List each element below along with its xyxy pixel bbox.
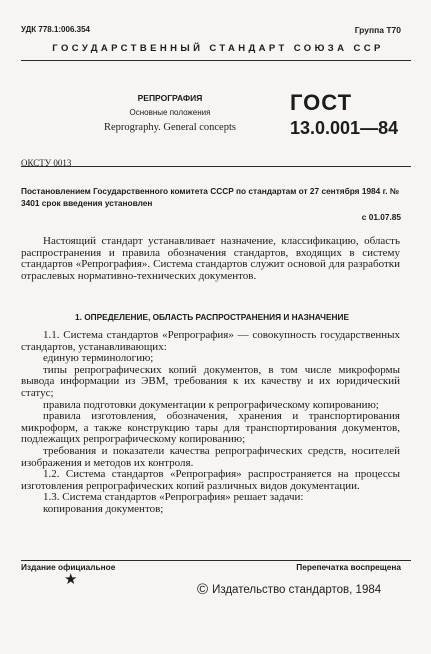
list-item: требования и показатели качества репрографических средств, носителей изображения и методов их контроля. xyxy=(21,444,400,469)
copyright-icon: © xyxy=(197,581,209,598)
gost-number: 13.0.001—84 xyxy=(290,118,399,138)
standard-bar: ГОСУДАРСТВЕННЫЙ СТАНДАРТ СОЮЗА ССР xyxy=(52,43,384,54)
publisher-line xyxy=(197,581,381,598)
clause-1-3: 1.3. Система стандартов «Репрография» решает задачи: xyxy=(43,491,304,504)
document-subtitle: Основные положения xyxy=(129,108,211,117)
clause-1-2: 1.2. Система стандартов «Репрография» распространяется на процессы изготовления репрографических копий различных видов документации. xyxy=(21,468,400,492)
title-rule xyxy=(21,166,411,167)
okstu-code: ОКСТУ 0013 xyxy=(21,158,72,168)
star-icon: ★ xyxy=(64,572,78,588)
section-title: 1. ОПРЕДЕЛЕНИЕ, ОБЛАСТЬ РАСПРОСТРАНЕНИЯ И НАЗНАЧЕНИЕ xyxy=(74,312,350,322)
list-item: правила изготовления, обозначения, хранения и транспортирования микроформ, а также конструкцию тары для транспортирования документов, подлежащих репрографическому копированию; xyxy=(21,410,400,446)
list-item: правила подготовки документации к репрографическому копированию; xyxy=(43,398,379,411)
footer-rule xyxy=(21,560,411,561)
section-body xyxy=(21,330,400,516)
list-item: типы репрографических копий документов, в том числе микроформы вывода информации из ЭВМ, требования к их качеству и их юридический статус; xyxy=(21,363,400,399)
reprint-prohibited-label: Перепечатка воспрещена xyxy=(296,562,401,572)
list-item: копирования документов; xyxy=(43,502,164,515)
publisher-text: Издательство стандартов, 1984 xyxy=(212,584,382,596)
decree-text: Постановлением Государственного комитета СССР по стандартам от 27 сентября 1984 г. № 3401 срок введения установлен xyxy=(21,186,400,208)
gost-label: ГОСТ xyxy=(290,90,353,115)
group-code: Группа Т70 xyxy=(354,25,401,35)
document-title: РЕПРОГРАФИЯ xyxy=(137,93,203,103)
list-item: единую терминологию; xyxy=(43,352,154,365)
clause-1-1: 1.1. Система стандартов «Репрография» — совокупность государственных стандартов, устанавливающих: xyxy=(21,329,400,353)
document-title-english: Reprography. General concepts xyxy=(104,122,236,133)
intro-paragraph xyxy=(21,236,400,282)
official-edition-label: Издание официальное xyxy=(21,562,116,572)
header-rule xyxy=(21,60,411,61)
effective-date: с 01.07.85 xyxy=(361,212,401,222)
udk-code: УДК 778.1:006.354 xyxy=(21,25,90,34)
intro-text: Настоящий стандарт устанавливает назначение, классификацию, область распространения и правила обозначения стандартов, входящих в систему стандартов «Репрография». Система стандартов служит основой для разработки отраслевых нормативно-технических документов. xyxy=(21,235,400,282)
